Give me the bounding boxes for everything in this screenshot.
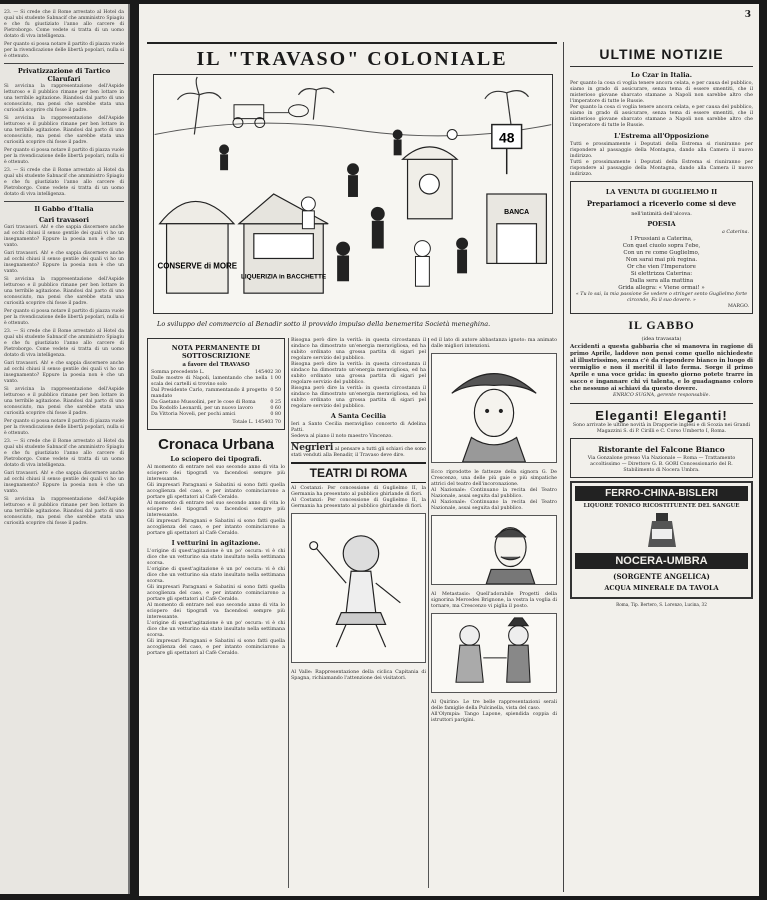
previous-page-strip — [0, 4, 130, 894]
subscription-line — [151, 412, 281, 418]
sign-liquorice: LIQUERIZIA in BACCHETTE — [240, 273, 327, 281]
left-snippet-2: Per quanto si possa notare il partito di piazza vuole per la rivendicazione delle libertà popolari, nulla si è ottenuto. — [4, 42, 124, 59]
subscription-line-label: Somma precedente L. — [151, 370, 205, 375]
nocera-water: ACQUA MINERALE DA TAVOLA — [604, 584, 719, 592]
cronaca-text-3b: L'origine di quest'agitazione è un po' oscura: vi è chi dice che un vetturino sia stato insultato nella settimana scorsa. — [147, 567, 285, 584]
negrieri-label: Negrieri — [291, 443, 334, 453]
page-title: IL "TRAVASO" COLONIALE — [196, 48, 508, 70]
ultime-notizie-heading: ULTIME NOTIZIE — [599, 46, 724, 62]
subscription-total-amount: 145403 70 — [255, 420, 281, 425]
page-number: 3 — [744, 10, 751, 20]
nazionale-text: Al Nazionale: Continuano la recita del Teatro Nazionale, assai seguita dal pubblico. — [431, 488, 557, 499]
ferro-china-subtitle: LIQUORE TONICO RICOSTITUENTE DEL SANGUE — [583, 503, 740, 509]
right-column — [563, 42, 753, 892]
poem-line: Con un re come Guglielmo, — [623, 250, 700, 256]
nazionale-text-b: Al Nazionale: Continuano la recita del Teatro Nazionale, assai seguita dal pubblico. — [431, 500, 557, 511]
left-snippet-2d: Per quanto si possa notare il partito di piazza vuole per la rivendicazione delle libertà popolari, nulla si è ottenuto. — [4, 419, 124, 436]
czar-text: Per quanto la cosa ci voglia tenere ancora celata, e per causa del pubblico, siamo in grado di assicurare, senza tema di essere smentiti, che il misterioso giovane sbarcato stamane a Napoli non sarebbe altro che l'imperatore di tutte le Russie. — [570, 81, 753, 104]
subscription-line-label: Da Gaetano Mussolini, per le cose di Roma — [151, 400, 256, 405]
man-portrait — [431, 515, 557, 585]
ferro-china-title: FERRO-CHINA-BISLERI — [575, 486, 748, 501]
left-snippet-3: Si avvicina la rappresentazione dell'Aspide letturoso e il pubblico rimane per ben lottare in una terribile agitazione. Riandosi dal parto di uno sconosciuto, ma pensi che sarebbe stata una curiosità scoprire chi fosse il padre. — [4, 84, 124, 113]
left-snippet-4c: Gari travasori. Ah! e che sappia discernere anche ad occhi chiusi il senso gentile dei quali vi ho un insegnamento? Eppure la poesia non è che un vanto. — [4, 361, 124, 384]
conserve-hut — [160, 201, 234, 293]
costanzi-text-b: Al Costanzi: Per concessione di Guglielmo II, la Germania ha presentato al pubblico ghirlande di fiori. — [291, 498, 426, 509]
nocera-source: (SORGENTE ANGELICA) — [613, 572, 710, 581]
cronaca-sub-2: I vetturini in agitazione. — [171, 539, 261, 547]
left-snippet-3e: Si avvicina la rappresentazione dell'Aspide letturoso e il pubblico rimane per ben lottare in una terribile agitazione. Riandosi dal parto di uno sconosciuto, ma pensi che sarebbe stata una curiosità scoprire chi fosse il padre. — [4, 497, 124, 526]
subscription-line-label: Da Rodolfo Leonardi, per un nuovo lavoro — [151, 406, 254, 411]
subscription-total — [151, 420, 281, 426]
cronaca-text-2: Gli impresari Paragnani e Sabatini si sono fatti quella accoglienza del caso, e per intanto cominciarono a portare gli spettatori al Cafè Ceraldo. — [147, 483, 285, 500]
middle-text-1c: Bisogna però dire la verità: in questa circostanza il sindaco ha dimostrato un'energia meravigliosa, ed ha subito ordinato una grossa partita di sigari pel regolare servizio del pubblico. — [291, 386, 426, 409]
left-snippet-1d: 23. — Si crede che il Rome arrestato al Hotel da qual ubi studente Sabnacif che amministro Spiagiu e che fu giustiziato l'anno allo carcere di Pietroborgo. Come vedete si tratta di un uomo dotato di viva intelligenza. — [4, 439, 124, 468]
gabbo-text: Accidenti a questa gabbaria che si manovra in ragione di primo Aprile, laddove non pensi come quello nichiedeste al illustrissimo, senza c'è da rispondere bianco in luogo di vermiglio e non il meritil il lato ferma. Sorge il primo Aprile e una voce grida: in questo giorno potete trarre in sacco e ingannare chi vi talenta, e lo guadagnano coloro che nessuno ai schiavi da questo dovere. — [570, 344, 753, 392]
middle-text-1: Bisogna però dire la verità: in questa circostanza il sindaco ha dimostrato un'energia meravigliosa, ed ha subito ordinato una grossa partita di sigari pel regolare servizio del pubblico. — [291, 338, 426, 361]
metastasio-text: Al Metastasio: Quell'adorabile Progetti della signorina Mercedes Brignone, la vostra la voglia di tornare, ma Crescenzo vi piglia il posto. — [431, 592, 557, 609]
cronaca-text-2b: Gli impresari Paragnani e Sabatini si sono fatti quella accoglienza del caso, e per intanto cominciarono a portare gli spettatori al Cafè Ceraldo. — [147, 519, 285, 536]
subscription-line-amount: 0 50 — [270, 388, 281, 393]
estrema-text: Tutti e prossimamente i Deputati della Estrema si riuniranno per rispondere al passaggio della Montagna, dando alla Camera il nuovo indirizzo. — [570, 142, 753, 159]
estrema-text-b: Tutti e prossimamente i Deputati della Estrema si riuniranno per rispondere al passaggio della Montagna, dando alla Camera il nuovo indirizzo. — [570, 160, 753, 177]
poem-line: Non sarai mai più regina. — [625, 257, 698, 263]
poem-line: Grida allegra: « Viene ormai! » — [618, 285, 705, 291]
eleganti-text: Sono arrivate le ultime novità in Drapperie inglesi e di Scozia nei Grandi Magazzini S. di P. Cirilli e C. Corso Umberto I, Roma. — [572, 423, 751, 434]
sign-bank: BANCA — [504, 208, 530, 216]
poesia-label: POESIA — [647, 220, 676, 228]
cronaca-heading: Cronaca Urbana — [158, 436, 274, 453]
left-heading-2: Il Gabbo d'Italia — [34, 205, 94, 213]
cronaca-text-3c: L'origine di quest'agitazione è un po' oscura: vi è chi dice che un vetturino sia stato insultato nella settimana scorsa. — [147, 621, 285, 638]
subscription-line — [151, 376, 281, 388]
left-snippet-1c: 23. — Si crede che il Rome arrestato al Hotel da qual ubi studente Sabnacif che amministro Spiagiu e che fu giustiziato l'anno allo carcere di Pietroborgo. Come vedete si tratta di un uomo dotato di viva intelligenza. — [4, 329, 124, 358]
guglielmo-box — [570, 181, 753, 314]
czar-heading: Lo Czar in Italia. — [630, 71, 693, 79]
teatri-heading: TEATRI DI ROMA — [291, 462, 426, 483]
poem-line: I Prussiani a Caterina, — [630, 236, 693, 242]
left-rule — [4, 63, 124, 64]
left-heading-1: Privatizzazione di Tartico Clarufari — [17, 67, 111, 83]
poem-note: « Tu lo sai, la mia passione Se vedere o stringer sento Guglielmo forte circondo, Fa il suo dovere. » — [575, 292, 748, 303]
ristorante-text: Via Gonzalone presso Via Nazionale — Roma — Trattamento accoltissimo — Direttore G. B. GORI Concessionario del R. Stabilimento di Nocera Umbra. — [587, 456, 736, 473]
subscription-line-amount: 1 00 — [270, 376, 281, 381]
ristorante-heading: Ristorante del Falcone Bianco — [598, 445, 725, 454]
poem-line: Si elettrizza Caterina: — [630, 271, 693, 277]
poem-line: Or che vien l'Imperatore — [627, 264, 696, 270]
title-rule — [147, 42, 557, 44]
subscription-subheading: a favore del TRAVASO — [182, 362, 250, 368]
middle-text-3: Sedeva al piano il noto maestro Vincenzo. — [291, 434, 393, 439]
ultime-rule — [570, 66, 753, 67]
cronaca-text-2c: Gli impresari Paragnani e Sabatini si sono fatti quella accoglienza del caso, e per intanto cominciarono a portare gli spettatori al Cafè Ceraldo. — [147, 585, 285, 602]
cronaca-text-1c: Al momento di entrare nel suo secondo anno di vita lo sciopero dei tipografi va facendosi sempre più interessante. — [147, 603, 285, 620]
dancer-sketch — [291, 513, 426, 663]
left-snippet-1: 23. — Si crede che il Rome arrestato al Hotel da qual ubi studente Sabnacif che amministro Spiagiu e che fu giustiziato l'anno allo carcere di Pietroborgo. Come vedete si tratta di un uomo dotato di viva intelligenza. — [4, 10, 124, 39]
estrema-heading: L'Estrema all'Opposizione — [614, 132, 709, 140]
subscription-line-amount: 0 80 — [270, 412, 281, 417]
gabbo-sub: (idea travasata) — [641, 336, 682, 342]
subscription-total-label: Totale L. — [232, 420, 254, 425]
performers-sketch — [431, 613, 557, 693]
guglielmo-sub2: nell'intimità dell'alcova. — [631, 211, 692, 217]
column-divider-1 — [288, 338, 289, 888]
olympia-text: All'Olympia: Tango Lapone, spiendida coppia di istruttori parigini. — [431, 712, 557, 723]
poem-signature: MARGO. — [728, 304, 749, 309]
guglielmo-sub: Prepariamoci a riceverlo come si deve — [586, 199, 737, 208]
middle-text-2: Ieri a Santo Cecilia meravigliso concerto di Adelina Patti. — [291, 422, 426, 433]
actress-portrait — [431, 353, 557, 463]
subscription-line-amount: 145402 30 — [255, 370, 281, 375]
left-snippet-4b: Gari travasori. Ah! e che sappia discernere anche ad occhi chiusi il senso gentile dei quali vi ho un insegnamento? Eppure la poesia non è che un vanto. — [4, 251, 124, 274]
ferro-china-ad — [570, 481, 753, 599]
left-snippet-3c: Si avvicina la rappresentazione dell'Aspide letturoso e il pubblico rimane per ben lottare in una terribile agitazione. Riandosi dal parto di uno sconosciuto, ma pensi che sarebbe stata una curiosità scoprire chi fosse il padre. — [4, 277, 124, 306]
cronaca-sub: Lo sciopero dei tipografi. — [170, 455, 262, 463]
poem-line: Con quel ciuolo sopra l'ebe, — [622, 243, 701, 249]
subscription-line-amount: 0 60 — [270, 406, 281, 411]
cronaca-text-3: L'origine di quest'agitazione è un po' oscura: vi è chi dice che un vetturino sia stato insultato nella settimana scorsa. — [147, 549, 285, 566]
left-snippet-3b: Si avvicina la rappresentazione dell'Aspide letturoso e il pubblico rimane per ben lottare in una terribile agitazione. Riandosi dal parto di uno sconosciuto, ma pensi che sarebbe stata una curiosità scoprire chi fosse il padre. — [4, 116, 124, 145]
palm-trees — [177, 77, 528, 135]
santa-cecilia-heading: A Santa Cecilia — [330, 412, 387, 420]
poem-line: Dalla sera alla mattina — [629, 278, 694, 284]
guglielmo-heading: LA VENUTA DI GUGLIELMO II — [605, 188, 718, 196]
previous-page-column — [0, 4, 128, 535]
cartoon-caption: Lo sviluppo del commercio al Benadir sotto il provvido impulso della benemerita Società meneghina. — [157, 320, 491, 328]
cronaca-text-1: Al momento di entrare nel suo secondo anno di vita lo sciopero dei tipografi va facendosi sempre più interessante. — [147, 465, 285, 482]
column-divider-2 — [428, 338, 429, 888]
subscription-line-label: Dal Presidente Carlo, rammentando il progetto mandato — [151, 388, 268, 399]
newspaper-page — [139, 4, 759, 896]
bottle-icon — [632, 511, 692, 549]
sign-48: 48 — [498, 129, 515, 146]
gabbo-rule — [570, 403, 753, 404]
subscription-lines — [151, 370, 281, 418]
gabbo-heading: IL GABBO — [628, 318, 695, 332]
cronaca-text-2d: Gli impresari Paragnani e Sabatini si sono fatti quella accoglienza del caso, e per intanto cominciarono a portare gli spettatori al Cafè Ceraldo. — [147, 639, 285, 656]
negrieri-text: al pensare a tutti gli schiavi che sono stati venduti alla Benadir, il Travaso deve dire. — [291, 447, 426, 458]
nocera-title: NOCERA-UMBRA — [575, 553, 748, 569]
left-snippet-1b: 23. — Si crede che il Rome arrestato al Hotel da qual ubi studente Sabnacif che amministro Spiagiu e che fu giustiziato l'anno allo carcere di Pietroborgo. Come vedete si tratta di un uomo dotato di viva intelligenza. — [4, 168, 124, 197]
left-snippet-4: Gari travasori. Ah! e che sappia discernere anche ad occhi chiusi il senso gentile dei quali vi ho un insegnamento? Eppure la poesia non è che un vanto. — [4, 225, 124, 248]
eleganti-heading: Eleganti! Eleganti! — [595, 408, 728, 423]
subscription-heading: NOTA PERMANENTE DI SOTTOSCRIZIONE — [171, 344, 261, 360]
colonial-cartoon-illustration — [153, 74, 553, 314]
cronaca-text-1b: Al momento di entrare nel suo secondo anno di vita lo sciopero dei tipografi va facendosi sempre più interessante. — [147, 501, 285, 518]
subscription-line-label: Dalle mostre di Napoli, lamentando che nella scala dei cartelli si trovino solo — [151, 376, 268, 387]
costanzi-text: Al Costanzi: Per concessione di Guglielmo II, la Germania ha presentato al pubblico ghirlande di fiori. — [291, 486, 426, 497]
poesia-dedication: a Caterina. — [722, 230, 749, 235]
negrieri-paragraph — [291, 442, 426, 459]
gerente-signature: ENRICO SUGNA, gerente responsabile. — [612, 393, 711, 398]
left-rule-2 — [4, 201, 124, 202]
left-snippet-3d: Si avvicina la rappresentazione dell'Aspide letturoso e il pubblico rimane per ben lottare in una terribile agitazione. Riandosi dal parto di uno sconosciuto, ma pensi che sarebbe stata una curiosità scoprire chi fosse il padre. — [4, 387, 124, 416]
left-snippet-2c: Per quanto si possa notare il partito di piazza vuole per la rivendicazione delle libertà popolari, nulla si è ottenuto. — [4, 309, 124, 326]
ristorante-ad — [570, 438, 753, 478]
left-snippet-4d: Gari travasori. Ah! e che sappia discernere anche ad occhi chiusi il senso gentile dei quali vi ho un insegnamento? Eppure la poesia non è che un vanto. — [4, 471, 124, 494]
bank-building — [487, 194, 547, 263]
column-theatres — [431, 338, 557, 724]
subscription-line-label: Da Vittoria Noveli, per pochi amici — [151, 412, 236, 417]
valle-text: Al Valle: Rappresentazione della ciclica Capitania di Spagna, richiamando l'attenzione dei visitatori. — [291, 670, 426, 681]
column-subscription-cronaca — [147, 338, 285, 657]
quirino-text: Al Quirino: Le tre belle rappresentazioni serali delle famiglie della Pulcinella, vista del caso. — [431, 700, 557, 711]
col3-text-1: ed il lato di autore abbastanza ignoto: ma animato dalle migliori intenzioni. — [431, 338, 557, 349]
subscription-box — [147, 338, 285, 430]
column-middle — [291, 338, 426, 682]
sign-conserve: CONSERVE di MORE — [157, 261, 238, 271]
subscription-line-amount: 0 25 — [270, 400, 281, 405]
poem-lines — [574, 236, 749, 292]
left-snippet-2b: Per quanto si possa notare il partito di piazza vuole per la rivendicazione delle libertà popolari, nulla si è ottenuto. — [4, 148, 124, 165]
subscription-line — [151, 388, 281, 400]
col3-text-2: Ecco riprodotte le fattezze della signora G. De Crescenzo, una delle più gaie e più simpatiche attrici del teatro dell'incoronazione. — [431, 470, 557, 487]
left-heading-3: Cari travasori — [38, 216, 90, 224]
middle-text-1b: Bisogna però dire la verità: in questa circostanza il sindaco ha dimostrato un'energia meravigliosa, ed ha subito ordinato una grossa partita di sigari pel regolare servizio del pubblico. — [291, 362, 426, 385]
kiosk — [403, 147, 458, 219]
czar-text-b: Per quanto la cosa ci voglia tenere ancora celata, e per causa del pubblico, siamo in grado di assicurare, senza tema di essere smentiti, che il misterioso giovane sbarcato stamane a Napoli non sarebbe altro che l'imperatore di tutte le Russie. — [570, 105, 753, 128]
printer-footer: Roma, Tip. Bertero, S. Lorenzo, Lucina, 32 — [616, 602, 707, 607]
